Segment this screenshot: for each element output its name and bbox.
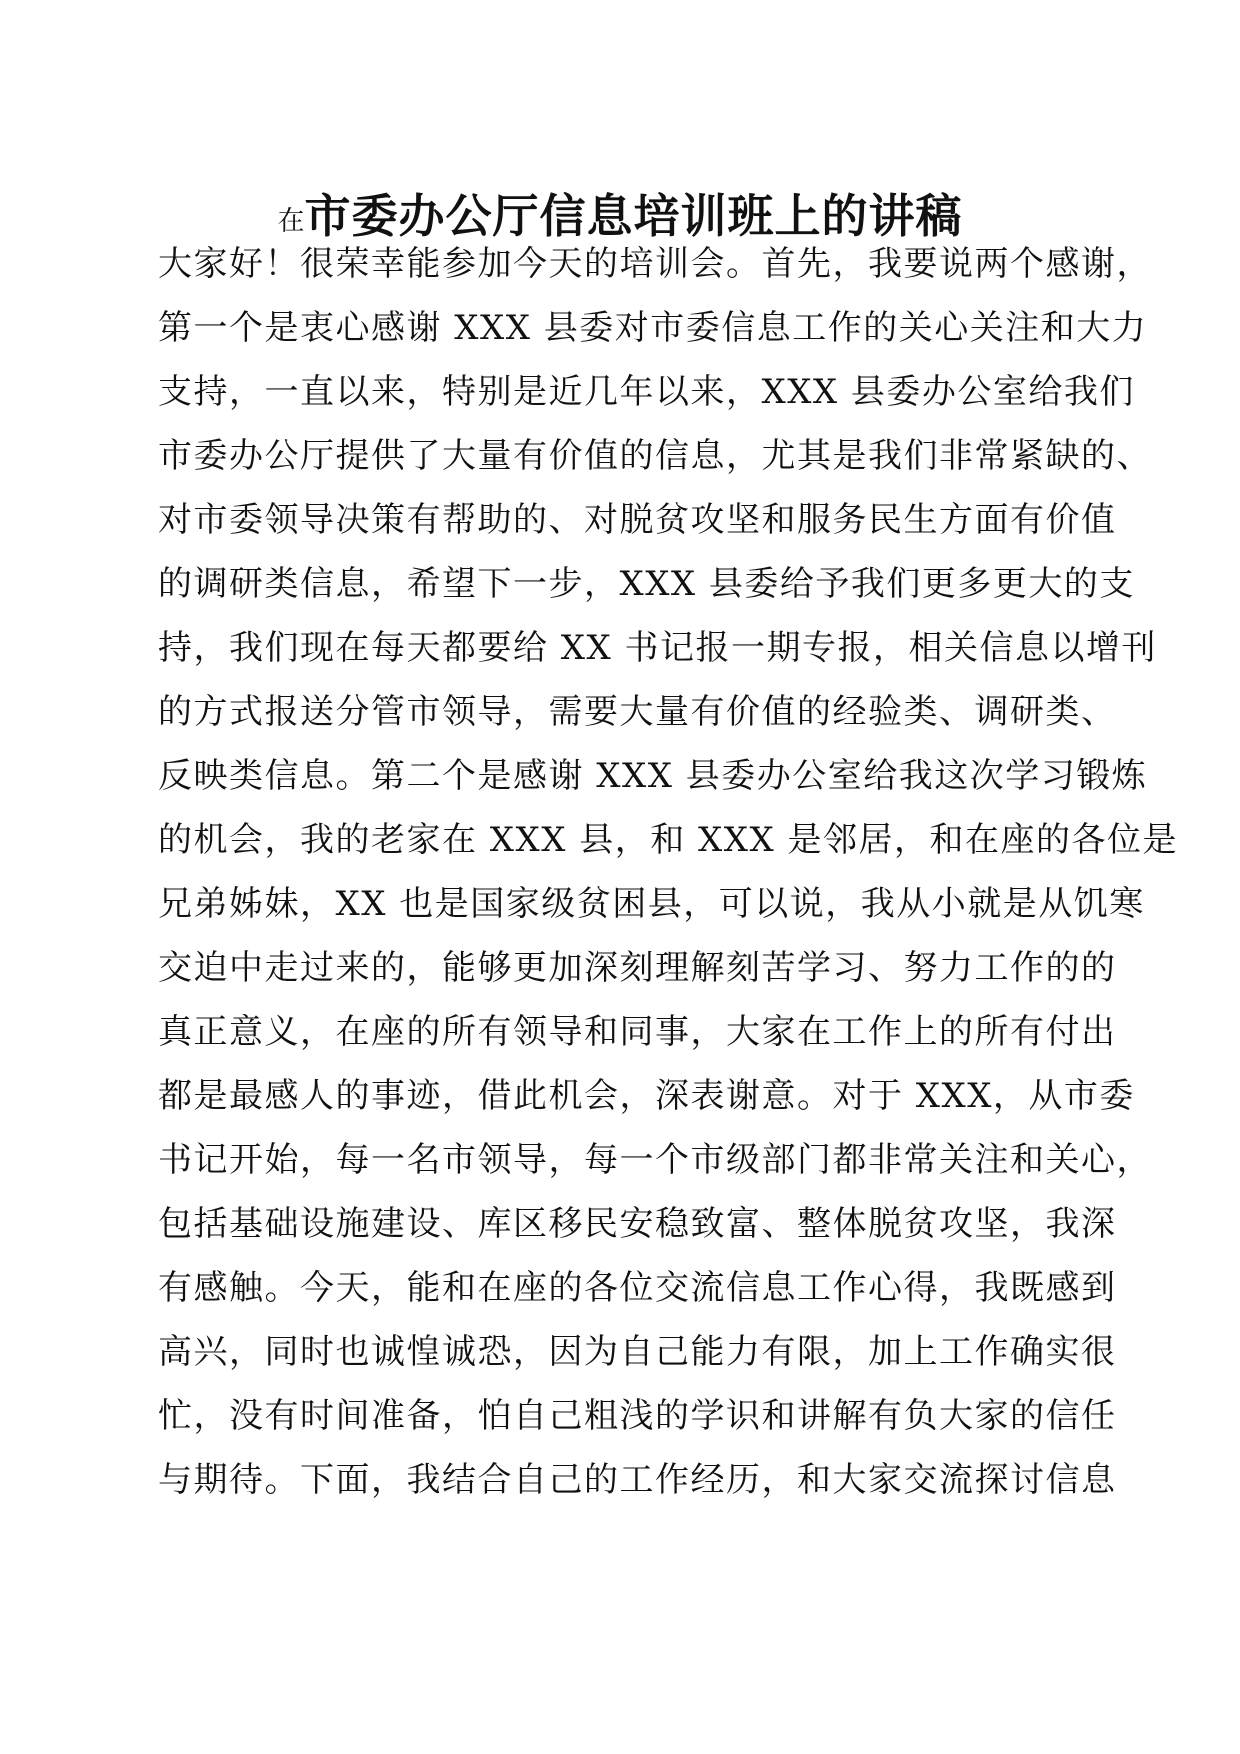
body-line: 支持，一直以来，特别是近几年以来，XXX 县委办公室给我们 bbox=[158, 372, 1135, 412]
body-line: 的调研类信息，希望下一步，XXX 县委给予我们更多更大的支 bbox=[158, 564, 1135, 604]
body-line: 的机会，我的老家在 XXX 县，和 XXX 是邻居，和在座的各位是 bbox=[158, 820, 1178, 860]
body-line: 忙，没有时间准备，怕自己粗浅的学识和讲解有负大家的信任 bbox=[158, 1396, 1117, 1436]
title-main: 市委办公厅信息培训班上的讲稿 bbox=[304, 189, 963, 243]
title-prefix: 在 bbox=[277, 206, 305, 237]
body-line: 有感触。今天，能和在座的各位交流信息工作心得，我既感到 bbox=[158, 1268, 1117, 1308]
body-text bbox=[158, 232, 1178, 1512]
body-line: 市委办公厅提供了大量有价值的信息，尤其是我们非常紧缺的、 bbox=[158, 436, 1152, 476]
body-line: 包括基础设施建设、库区移民安稳致富、整体脱贫攻坚，我深 bbox=[158, 1204, 1117, 1244]
body-line: 兄弟姊妹，XX 也是国家级贫困县，可以说，我从小就是从饥寒 bbox=[158, 884, 1145, 924]
body-line: 反映类信息。第二个是感谢 XXX 县委办公室给我这次学习锻炼 bbox=[158, 756, 1148, 796]
body-line: 与期待。下面，我结合自己的工作经历，和大家交流探讨信息 bbox=[158, 1460, 1117, 1500]
body-line: 大家好！很荣幸能参加今天的培训会。首先，我要说两个感谢， bbox=[158, 244, 1152, 284]
body-line: 持，我们现在每天都要给 XX 书记报一期专报，相关信息以增刊 bbox=[158, 628, 1158, 668]
body-line: 书记开始，每一名市领导，每一个市级部门都非常关注和关心， bbox=[158, 1140, 1152, 1180]
body-line: 的方式报送分管市领导，需要大量有价值的经验类、调研类、 bbox=[158, 692, 1117, 732]
body-line: 都是最感人的事迹，借此机会，深表谢意。对于 XXX，从市委 bbox=[158, 1076, 1135, 1116]
body-line: 真正意义，在座的所有领导和同事，大家在工作上的所有付出 bbox=[158, 1012, 1117, 1052]
body-line: 交迫中走过来的，能够更加深刻理解刻苦学习、努力工作的的 bbox=[158, 948, 1117, 988]
body-line: 对市委领导决策有帮助的、对脱贫攻坚和服务民生方面有价值 bbox=[158, 500, 1117, 540]
body-line: 第一个是衷心感谢 XXX 县委对市委信息工作的关心关注和大力 bbox=[158, 308, 1148, 348]
body-line: 高兴，同时也诚惶诚恐，因为自己能力有限，加上工作确实很 bbox=[158, 1332, 1117, 1372]
